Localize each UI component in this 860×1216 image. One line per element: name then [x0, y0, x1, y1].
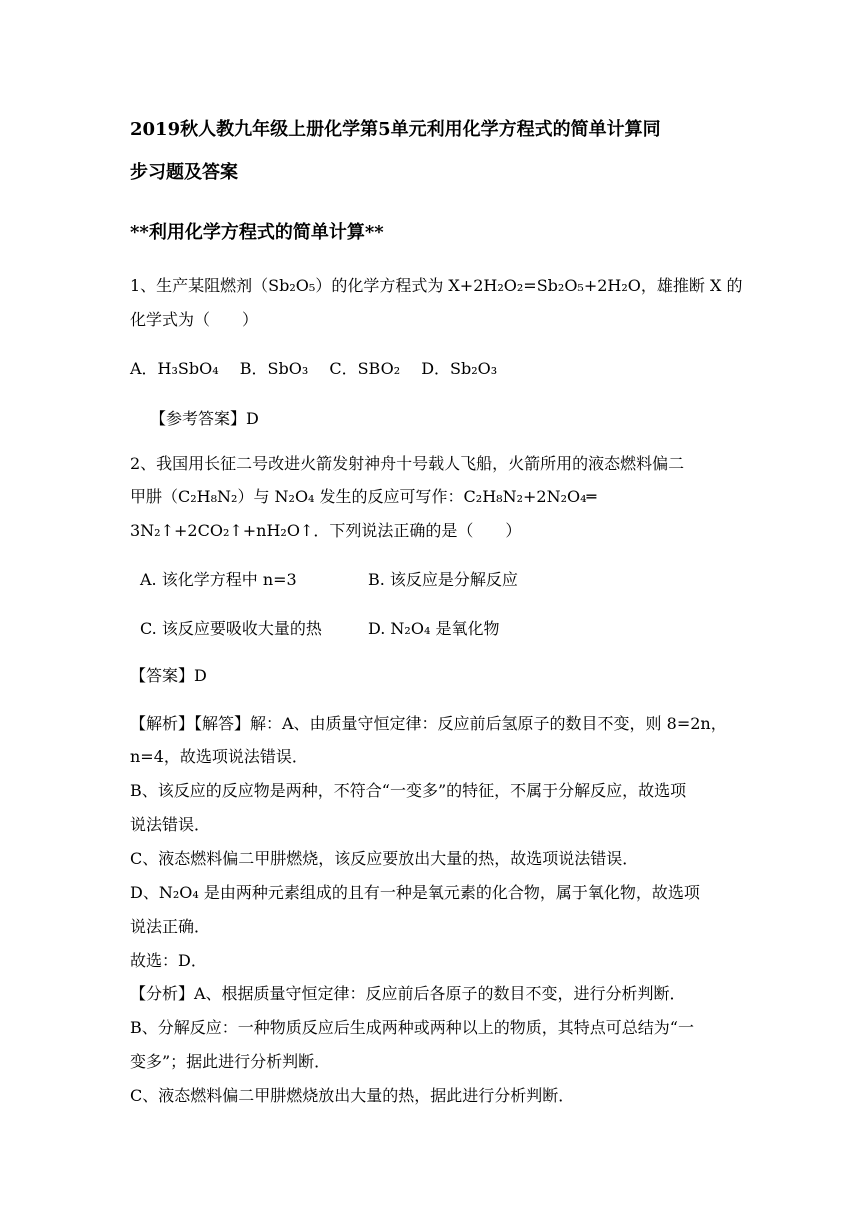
question-2-line-1: 2、我国用长征二号改进火箭发射神舟十号载人飞船，火箭所用的液态燃料偏二: [130, 454, 685, 473]
analysis-line: B、分解反应：一种物质反应后生成两种或两种以上的物质，其特点可总结为“一: [130, 1018, 694, 1037]
question-1-line-1: 1、生产某阻燃剂（Sb₂O₅）的化学方程式为 X+2H₂O₂=Sb₂O₅+2H₂O，雄推断 X 的: [130, 276, 743, 295]
question-2-answer: 【答案】D: [130, 666, 207, 685]
analysis-line: C、液态燃料偏二甲肼燃烧，该反应要放出大量的热，故选项说法错误．: [130, 849, 639, 868]
analysis-line: D、N₂O₄ 是由两种元素组成的且有一种是氧元素的化合物，属于氧化物，故选项: [130, 883, 700, 902]
analysis-line: 说法错误．: [130, 815, 211, 834]
question-2-option-c: C. 该反应要吸收大量的热: [140, 619, 322, 638]
analysis-line: n=4，故选项说法错误．: [130, 747, 308, 766]
question-2-line-3: 3N₂↑+2CO₂↑+nH₂O↑．下列说法正确的是（ ）: [130, 521, 522, 540]
document-title-line-1: 2019秋人教九年级上册化学第5单元利用化学方程式的简单计算同: [130, 119, 661, 140]
analysis-line: 变多”；据此进行分析判断．: [130, 1052, 331, 1071]
analysis-line: 故选：D．: [130, 951, 207, 970]
question-2-line-2: 甲肼（C₂H₈N₂）与 N₂O₄ 发生的反应可写作：C₂H₈N₂+2N₂O₄═: [130, 487, 597, 506]
question-1-options: A．H₃SbO₄ B．SbO₃ C．SBO₂ D．Sb₂O₃: [130, 359, 498, 378]
analysis-line: 【分析】A、根据质量守恒定律：反应前后各原子的数目不变，进行分析判断．: [130, 984, 686, 1003]
analysis-line: 【解析】【解答】解：A、由质量守恒定律：反应前后氢原子的数目不变，则 8=2n，: [130, 714, 727, 733]
section-heading: **利用化学方程式的简单计算**: [130, 222, 384, 243]
analysis-line: 说法正确．: [130, 917, 211, 936]
analysis-line: B、该反应的反应物是两种，不符合“一变多”的特征，不属于分解反应，故选项: [130, 781, 687, 800]
question-1-line-2: 化学式为（ ）: [130, 310, 259, 329]
question-2-option-d: D. N₂O₄ 是氧化物: [368, 619, 500, 638]
question-1-answer: 【参考答案】D: [150, 409, 259, 428]
question-2-option-a: A. 该化学方程中 n=3: [140, 570, 297, 589]
question-2-option-b: B. 该反应是分解反应: [368, 570, 518, 589]
document-title-line-2: 步习题及答案: [130, 162, 238, 183]
analysis-line: C、液态燃料偏二甲肼燃烧放出大量的热，据此进行分析判断．: [130, 1086, 575, 1105]
